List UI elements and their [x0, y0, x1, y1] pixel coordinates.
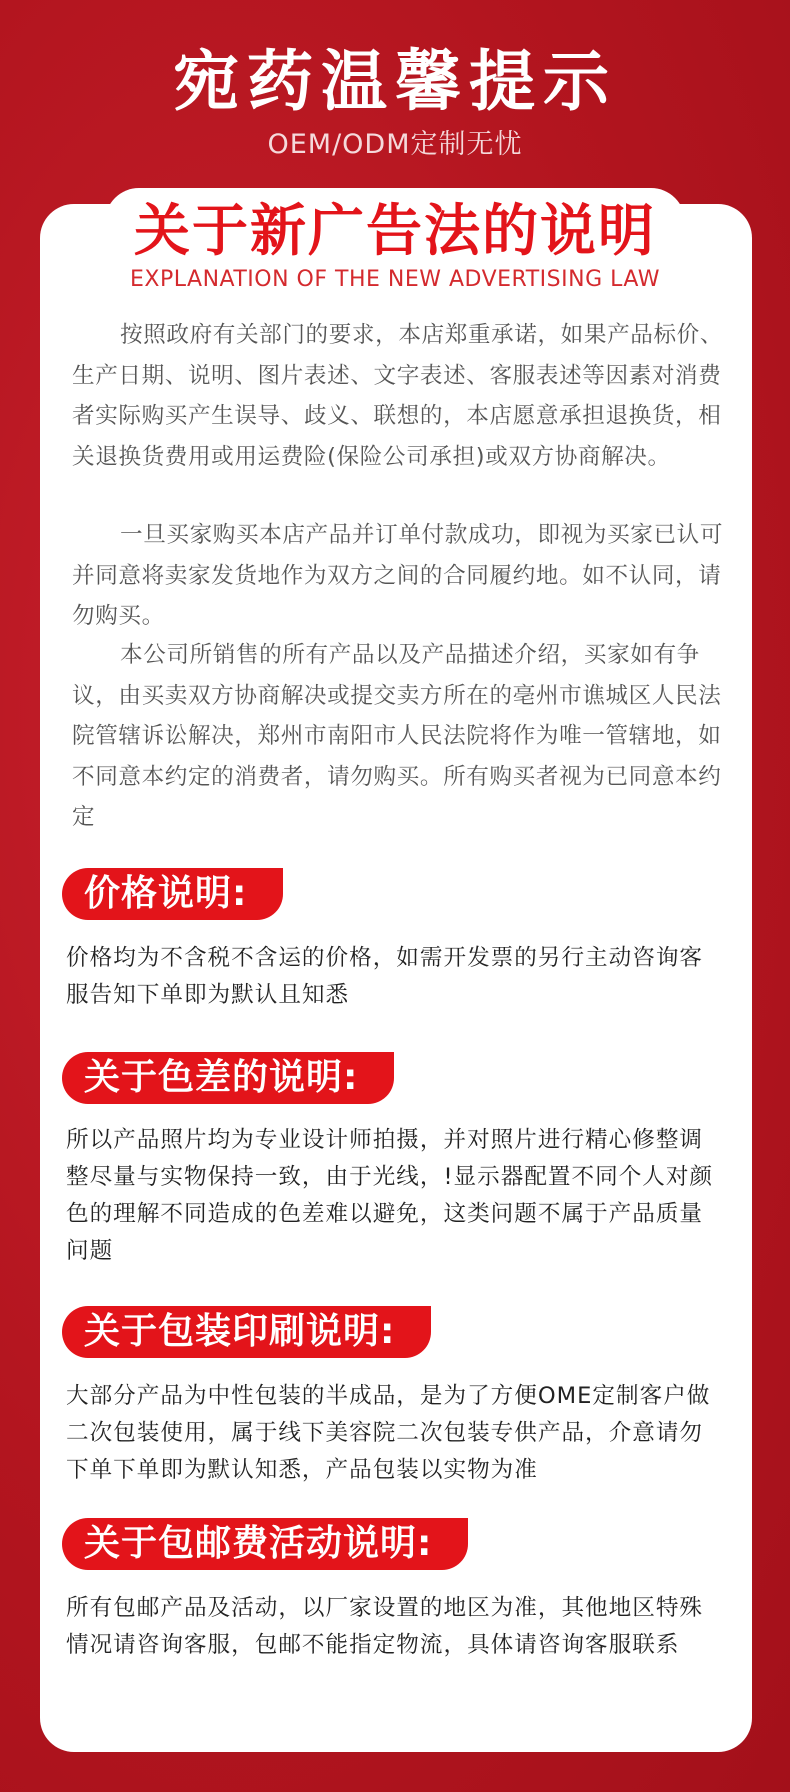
notice-paragraph: 一旦买家购买本店产品并订单付款成功，即视为买家已认可并同意将卖家发货地作为双方之间的合同履约地。如不认同，请勿购买。	[72, 522, 724, 629]
section-label-packaging: 关于包装印刷说明:	[62, 1306, 431, 1358]
section-body-color-difference: 所以产品照片均为专业设计师拍摄，并对照片进行精心修整调整尽量与实物保持一致，由于光线，!显示器配置不同个人对颜色的理解不同造成的色差难以避免，这类问题不属于产品质量问题	[66, 1127, 714, 1264]
notice-paragraph: 本公司所销售的所有产品以及产品描述介绍，买家如有争议，由买卖双方协商解决或提交卖方所在的亳州市谯城区人民法院管辖诉讼解决，郑州市南阳市人民法院将作为唯一管辖地，如不同意本约定的消费者，请勿购买。所有购买者视为已同意本约定	[72, 642, 722, 830]
section-label-color-difference: 关于色差的说明:	[62, 1052, 394, 1104]
notice-heading: 关于新广告法的说明	[134, 199, 656, 264]
section-body-price: 价格均为不含税不含运的价格，如需开发票的另行主动咨询客服告知下单即为默认且知悉	[66, 945, 704, 1008]
section-label-price: 价格说明:	[62, 868, 283, 920]
notice-paragraph: 按照政府有关部门的要求，本店郑重承诺，如果产品标价、生产日期、说明、图片表述、文字表述、客服表述等因素对消费者实际购买产生误导、歧义、联想的，本店愿意承担退换货，相关退换货费用或用运费险(保险公司承担)或双方协商解决。	[72, 322, 724, 470]
section-body-packaging: 大部分产品为中性包装的半成品，是为了方便OME定制客户做二次包装使用，属于线下美容院二次包装专供产品，介意请勿下单下单即为默认知悉，产品包装以实物为准	[66, 1383, 711, 1483]
page-header-subtitle: OEM/ODM定制无忧	[267, 129, 523, 160]
notice-heading-english: EXPLANATION OF THE NEW ADVERTISING LAW	[130, 267, 660, 292]
page-header-title: 宛药温馨提示	[173, 43, 617, 120]
section-body-free-shipping: 所有包邮产品及活动，以厂家设置的地区为准，其他地区特殊情况请咨询客服，包邮不能指定物流，具体请咨询客服联系	[66, 1595, 704, 1658]
section-label-free-shipping: 关于包邮费活动说明:	[62, 1518, 468, 1570]
